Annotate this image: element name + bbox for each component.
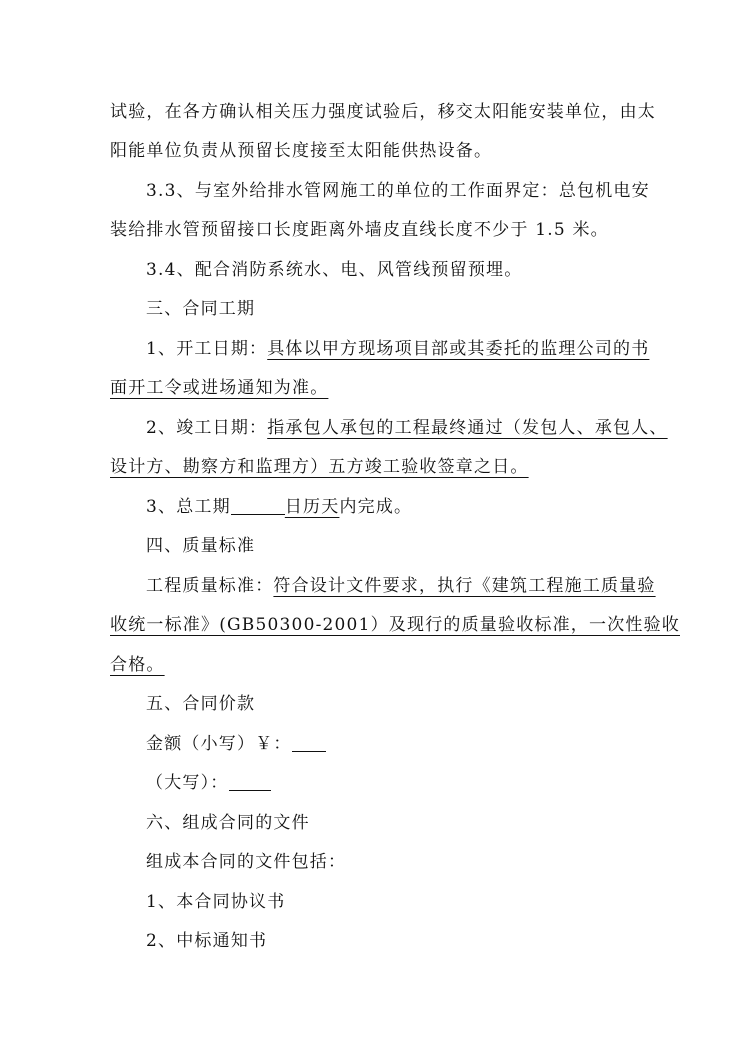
start-date-label: 1、开工日期：	[146, 339, 268, 359]
list-item: 2、中标通知书	[146, 931, 268, 951]
amount-small-label: 金额（小写）￥：	[146, 734, 292, 754]
start-date-text: 具体以甲方现场项目部或其委托的监理公司的书	[267, 339, 650, 359]
amount-small-blank[interactable]	[292, 733, 326, 752]
quality-line	[146, 571, 656, 596]
start-date-text-cont: 面开工令或进场通知为准。	[110, 378, 329, 398]
start-date-line	[146, 334, 649, 359]
paragraph-line: 3.4、配合消防系统水、电、风管线预留预埋。	[146, 260, 523, 280]
section-heading: 四、质量标准	[146, 536, 256, 556]
quality-label: 工程质量标准：	[146, 576, 274, 596]
total-duration-unit: 日历天	[284, 497, 340, 517]
start-date-line-2	[110, 373, 328, 398]
amount-big-label: （大写）：	[146, 773, 229, 793]
total-duration-suffix: 内完成。	[339, 497, 413, 517]
docs-intro: 组成本合同的文件包括：	[146, 852, 347, 872]
paragraph-line: 阳能单位负责从预留长度接至太阳能供热设备。	[110, 141, 493, 161]
paragraph-line: 3.3、与室外给排水管网施工的单位的工作面界定：总包机电安	[146, 181, 650, 201]
finish-date-label: 2、竣工日期：	[146, 418, 268, 438]
quality-line-2	[110, 610, 680, 635]
finish-date-text: 指承包人承包的工程最终通过（发包人、承包人、	[267, 418, 668, 438]
section-heading: 五、合同价款	[146, 694, 256, 714]
quality-text: 符合设计文件要求，执行《建筑工程施工质量验	[273, 576, 656, 596]
finish-date-line-2	[110, 452, 529, 477]
quality-text-cont: 收统一标准》(GB50300-2001）及现行的质量验收标准，一次性验收	[110, 615, 680, 635]
paragraph-line: 试验，在各方确认相关压力强度试验后，移交太阳能安装单位，由太	[110, 102, 656, 122]
section-heading: 三、合同工期	[146, 299, 256, 319]
list-item: 1、本合同协议书	[146, 892, 286, 912]
amount-small-line	[146, 729, 326, 754]
quality-line-3	[110, 650, 165, 675]
amount-big-blank[interactable]	[229, 772, 271, 791]
total-duration-line	[146, 492, 412, 517]
section-heading: 六、组成合同的文件	[146, 813, 310, 833]
amount-big-line	[146, 768, 271, 793]
quality-text-end: 合格。	[110, 655, 165, 675]
finish-date-text-cont: 设计方、勘察方和监理方）五方竣工验收签章之日。	[110, 457, 529, 477]
finish-date-line	[146, 413, 668, 438]
paragraph-line: 装给排水管预留接口长度距离外墙皮直线长度不少于 1.5 米。	[110, 220, 609, 240]
total-duration-blank[interactable]	[231, 496, 285, 515]
total-duration-label: 3、总工期	[146, 497, 231, 517]
